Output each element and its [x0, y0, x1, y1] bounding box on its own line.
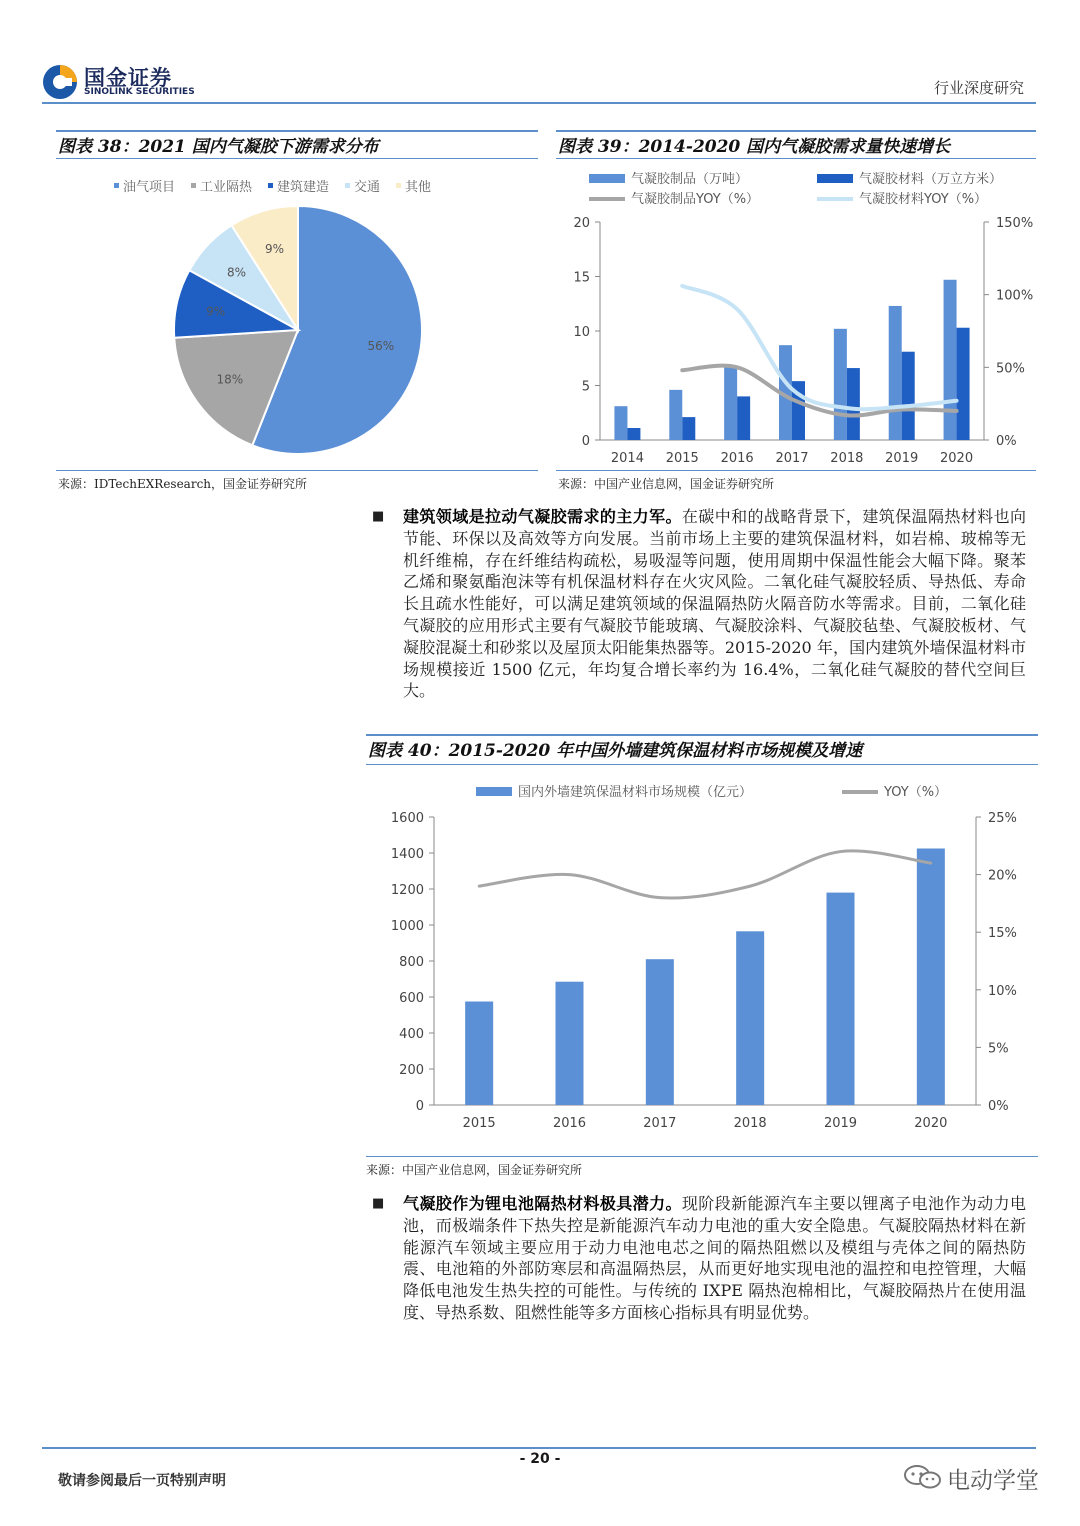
para1-body: 在碳中和的战略背景下，建筑保温隔热材料也向节能、环保以及高效等方向发展。当前市场上主要的建筑保温材料，如岩棉、玻棉等无机纤维棉，存在纤维结构疏松，易吸湿等问题，使用周期中保温性能会大幅下降。聚苯乙烯和聚氨酯泡沫等有机保温材料存在火灾风险。二氧化硅气凝胶轻质、导热低、寿命长且疏水性能好，可以满足建筑领域的保温隔热防火隔音防水等需求。目前，二氧化硅气凝胶的应用形式主要有气凝胶节能玻璃、气凝胶涂料、气凝胶毡垫、气凝胶板材、气凝胶混凝土和砂浆以及屋顶太阳能集热器等。2015-2020 年，国内建筑外墙保温材料市场规模接近 1500 亿元，年均复合增长率约为 16.4%，二氧化硅气凝胶的替代空间巨大。 [403, 507, 1026, 701]
bar [556, 982, 584, 1105]
legend-label: YOY（%） [884, 785, 948, 800]
footer-divider [42, 1447, 1036, 1449]
x-tick-label: 2018 [733, 1116, 767, 1131]
bar [957, 328, 970, 440]
bullet-icon: ■ [372, 1196, 385, 1211]
paragraph-battery-insulation [372, 1193, 1026, 1324]
right-tick-label: 100% [996, 288, 1034, 304]
fig39-combo-chart [556, 162, 1036, 468]
left-tick-label: 600 [399, 991, 424, 1006]
right-tick-label: 0% [988, 1099, 1009, 1114]
right-tick-label: 15% [988, 926, 1017, 942]
disclaimer-note: 敬请参阅最后一页特别声明 [58, 1473, 226, 1489]
fig38-bottom-rule [56, 470, 538, 471]
right-tick-label: 5% [988, 1041, 1009, 1057]
para2-body: 现阶段新能源汽车主要以锂离子电池作为动力电池，而极端条件下热失控是新能源汽车动力电池的重大安全隐患。气凝胶隔热材料在新能源汽车领域主要应用于动力电池电芯之间的隔热阻燃以及模组与壳体之间的隔热防震、电池箱的外部防寒层和高温隔热层，从而更好地实现电池的温控和电控管理，大幅降低电池发生热失控的可能性。与传统的 IXPE 隔热泡棉相比，气凝胶隔热片在使用温度、导热系数、阻燃性能等多方面核心指标具有明显优势。 [403, 1194, 1026, 1322]
left-tick-label: 1200 [390, 883, 424, 898]
legend-swatch [396, 183, 401, 188]
fig40-source: 来源：中国产业信息网，国金证券研究所 [366, 1163, 583, 1177]
legend-swatch [589, 174, 625, 183]
bar [627, 428, 640, 440]
left-tick-label: 0 [581, 434, 590, 449]
right-tick-label: 25% [988, 811, 1017, 826]
right-tick-label: 20% [988, 868, 1017, 884]
legend-label: 气凝胶材料YOY（%） [859, 192, 988, 207]
paragraph-building-demand [372, 506, 1026, 702]
legend-swatch [476, 787, 512, 796]
x-tick-label: 2017 [643, 1116, 677, 1131]
brand-name-en: SINOLINK SECURITIES [84, 87, 195, 97]
legend-swatch [817, 174, 853, 183]
left-tick-label: 0 [415, 1099, 424, 1114]
pie-slice-label: 8% [227, 265, 247, 280]
left-tick-label: 5 [581, 379, 590, 395]
x-tick-label: 2020 [914, 1116, 948, 1131]
bar [944, 280, 957, 440]
bar [669, 390, 682, 440]
para2-lead: 气凝胶作为锂电池隔热材料极具潜力。 [403, 1194, 682, 1213]
right-tick-label: 150% [996, 216, 1034, 231]
fig40-bottom-rule [366, 1156, 1038, 1157]
x-tick-label: 2017 [775, 451, 809, 466]
fig39-bottom-rule [556, 470, 1036, 471]
x-tick-label: 2018 [830, 451, 864, 466]
legend-label: 交通 [354, 180, 381, 195]
fig39-title: 图表 39：2014-2020 国内气凝胶需求量快速增长 [558, 137, 951, 157]
fig39-title-rule [556, 158, 1036, 159]
para1-lead: 建筑领域是拉动气凝胶需求的主力军。 [403, 507, 682, 526]
x-tick-label: 2016 [552, 1116, 587, 1131]
legend-swatch [114, 183, 119, 188]
left-tick-label: 1400 [390, 847, 424, 862]
left-tick-label: 800 [399, 955, 424, 970]
left-tick-label: 1000 [390, 919, 424, 934]
bar [736, 931, 764, 1105]
bar [737, 396, 750, 440]
legend-label: 建筑建造 [277, 180, 330, 195]
bar [682, 417, 695, 440]
bar [917, 849, 945, 1106]
x-tick-label: 2014 [610, 451, 644, 466]
fig38-source: 来源：IDTechEXResearch，国金证券研究所 [58, 477, 308, 491]
bar [827, 893, 855, 1105]
bar [902, 352, 915, 440]
page-number: - 20 - [519, 1451, 561, 1467]
right-tick-label: 10% [988, 983, 1017, 999]
series-line [682, 286, 956, 409]
fig40-title: 图表 40：2015-2020 年中国外墙建筑保温材料市场规模及增速 [368, 741, 863, 761]
fig38-pie-chart [56, 162, 538, 468]
right-tick-label: 0% [996, 434, 1017, 449]
pie-slice-label: 18% [216, 372, 244, 387]
bar [847, 368, 860, 440]
bar [889, 306, 902, 440]
fig38-title: 图表 38：2021 国内气凝胶下游需求分布 [58, 137, 379, 157]
left-tick-label: 1600 [390, 811, 424, 826]
bar [646, 959, 674, 1105]
legend-label: 气凝胶材料（万立方米） [859, 172, 1003, 187]
legend-label: 国内外墙建筑保温材料市场规模（亿元） [518, 785, 753, 800]
legend-label: 气凝胶制品YOY（%） [631, 192, 760, 207]
pie-slice-label: 9% [264, 242, 284, 257]
series-line [682, 366, 956, 416]
wechat-account-name: 电动学堂 [947, 1468, 1039, 1494]
bar [724, 366, 737, 440]
document-type: 行业深度研究 [933, 79, 1024, 97]
x-tick-label: 2016 [720, 451, 754, 466]
legend-label: 工业隔热 [200, 180, 253, 195]
left-tick-label: 400 [399, 1027, 424, 1042]
x-tick-label: 2015 [462, 1116, 496, 1131]
fig40-title-rule [366, 764, 1038, 765]
left-tick-label: 20 [573, 216, 590, 231]
legend-label: 其他 [405, 180, 432, 195]
header-divider [42, 102, 1036, 104]
legend-swatch [268, 183, 273, 188]
bar [834, 329, 847, 440]
legend-label: 油气项目 [123, 180, 176, 195]
left-tick-label: 15 [573, 270, 590, 286]
bullet-icon: ■ [372, 509, 385, 524]
wechat-icon [903, 1464, 943, 1490]
x-tick-label: 2019 [885, 451, 919, 466]
fig40-combo-chart [366, 768, 1038, 1154]
pie-slice-label: 56% [367, 338, 395, 353]
left-tick-label: 10 [573, 325, 590, 340]
brand-name-cn: 国金证券 [84, 66, 172, 90]
fig39-source: 来源：中国产业信息网，国金证券研究所 [558, 477, 775, 491]
x-tick-label: 2020 [940, 451, 974, 466]
legend-swatch [345, 183, 350, 188]
left-tick-label: 200 [399, 1063, 424, 1078]
x-tick-label: 2019 [823, 1116, 858, 1131]
x-tick-label: 2015 [665, 451, 699, 466]
sinolink-logo-icon [42, 64, 78, 100]
legend-label: 气凝胶制品（万吨） [631, 172, 749, 187]
right-tick-label: 50% [996, 361, 1025, 377]
bar [465, 1002, 493, 1106]
bar [614, 406, 627, 440]
pie-slice-label: 9% [206, 304, 226, 319]
legend-swatch [191, 183, 196, 188]
fig38-title-rule [56, 158, 538, 159]
series-line [479, 851, 931, 898]
